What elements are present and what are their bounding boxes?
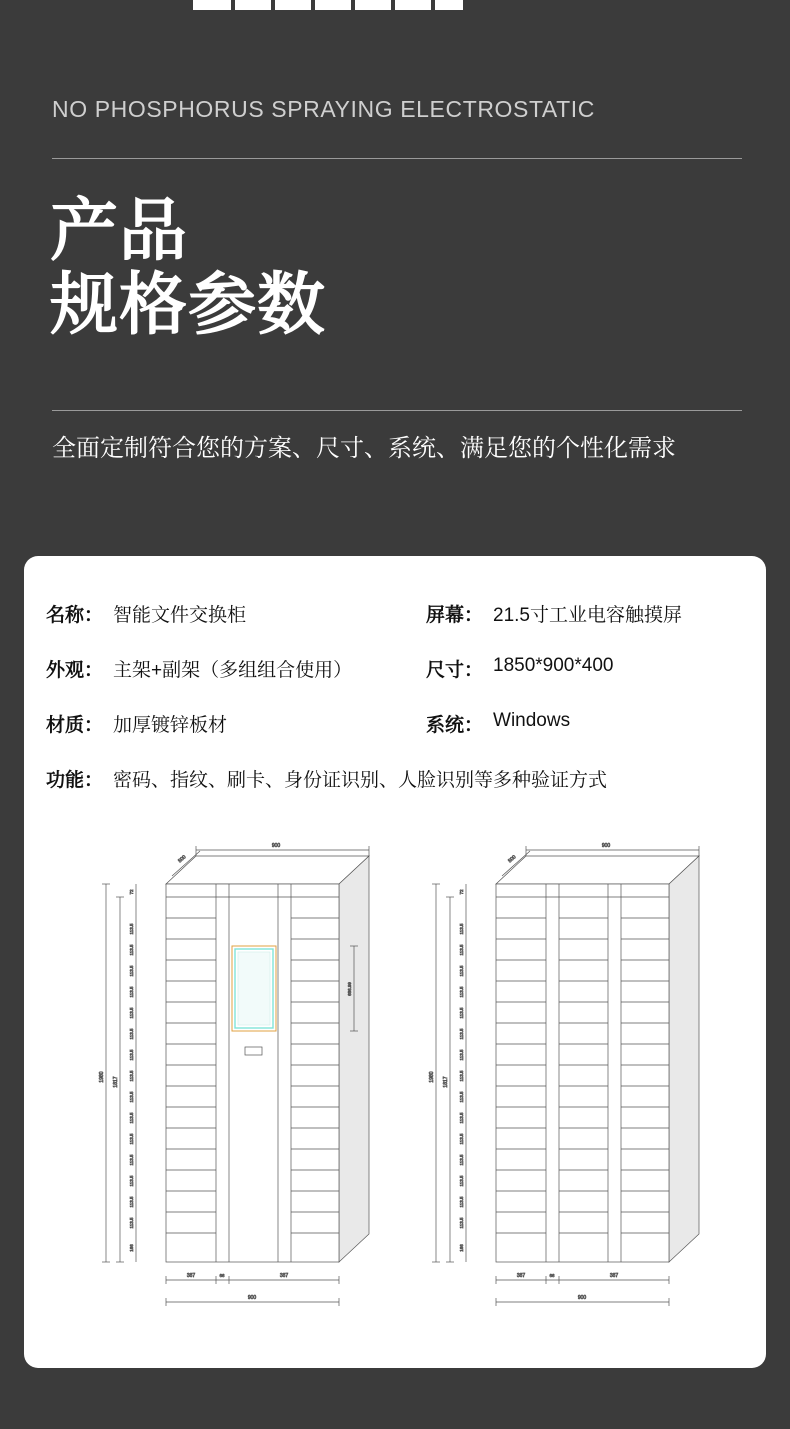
svg-text:113.5: 113.5 — [129, 944, 134, 956]
svg-text:113.5: 113.5 — [129, 1049, 134, 1061]
spec-label: 系统： — [426, 715, 484, 736]
svg-text:113.5: 113.5 — [129, 923, 134, 935]
svg-text:113.5: 113.5 — [129, 1091, 134, 1103]
svg-text:1980: 1980 — [99, 1071, 105, 1083]
main-cabinet-front-view — [166, 856, 369, 1262]
svg-text:387: 387 — [186, 1273, 196, 1279]
spec-value: Windows — [493, 710, 571, 731]
svg-text:113.5: 113.5 — [459, 1217, 464, 1229]
page-title-line2: 规格参数 — [50, 267, 327, 343]
spec-value: 1850*900*400 — [493, 655, 614, 676]
spec-cell-material — [46, 710, 426, 737]
spec-value: 21.5寸工业电容触摸屏 — [493, 605, 682, 626]
svg-text:113.5: 113.5 — [459, 1049, 464, 1061]
svg-text:387: 387 — [516, 1273, 526, 1279]
spec-cell-size — [426, 655, 746, 682]
svg-text:113.5: 113.5 — [459, 1028, 464, 1040]
svg-text:66: 66 — [219, 1273, 225, 1278]
spec-value: 智能文件交换柜 — [113, 605, 247, 626]
spec-cell-function — [46, 765, 746, 792]
svg-text:113.5: 113.5 — [129, 1217, 134, 1229]
svg-text:900: 900 — [271, 843, 281, 849]
spec-row — [46, 710, 746, 737]
svg-text:113.5: 113.5 — [459, 1133, 464, 1145]
svg-text:113.5: 113.5 — [129, 1196, 134, 1208]
spec-row — [46, 765, 746, 792]
svg-text:72: 72 — [459, 889, 464, 895]
spec-row — [46, 655, 746, 682]
svg-text:113.5: 113.5 — [129, 1007, 134, 1019]
svg-text:113.5: 113.5 — [459, 923, 464, 935]
spec-row — [46, 600, 746, 627]
page-title-line1: 产品 — [50, 193, 189, 269]
svg-text:113.5: 113.5 — [459, 944, 464, 956]
spec-cell-screen — [426, 600, 746, 627]
svg-text:113.5: 113.5 — [129, 1070, 134, 1082]
spec-cell-appearance — [46, 655, 426, 682]
svg-text:113.5: 113.5 — [129, 965, 134, 977]
subtitle-text: 全面定制符合您的方案、尺寸、系统、满足您的个性化需求 — [52, 435, 676, 462]
svg-text:113.5: 113.5 — [459, 986, 464, 998]
svg-text:72: 72 — [129, 889, 134, 895]
svg-text:686.99: 686.99 — [347, 982, 352, 996]
svg-text:113.5: 113.5 — [129, 1175, 134, 1187]
svg-text:387: 387 — [609, 1273, 619, 1279]
svg-text:66: 66 — [549, 1273, 555, 1278]
svg-text:1980: 1980 — [429, 1071, 435, 1083]
svg-text:900: 900 — [601, 843, 611, 849]
svg-text:113.5: 113.5 — [129, 1133, 134, 1145]
spec-value: 密码、指纹、刷卡、身份证识别、人脸识别等多种验证方式 — [113, 770, 608, 791]
page-title — [50, 194, 326, 342]
spec-cell-name — [46, 600, 426, 627]
spec-label: 名称： — [46, 605, 104, 626]
top-decorative-strip — [193, 0, 463, 10]
spec-card — [24, 556, 766, 1368]
svg-text:113.5: 113.5 — [129, 1112, 134, 1124]
svg-text:113.5: 113.5 — [459, 1196, 464, 1208]
spec-label: 屏幕： — [426, 605, 484, 626]
spec-label: 材质： — [46, 715, 104, 736]
svg-text:113.5: 113.5 — [459, 1091, 464, 1103]
svg-text:113.5: 113.5 — [129, 1028, 134, 1040]
svg-text:166: 166 — [459, 1244, 464, 1252]
technical-drawing — [44, 834, 746, 1344]
svg-text:387: 387 — [279, 1273, 289, 1279]
svg-text:500: 500 — [507, 854, 518, 865]
svg-text:500: 500 — [177, 854, 188, 865]
svg-text:900: 900 — [247, 1295, 257, 1301]
spec-label: 外观： — [46, 660, 104, 681]
svg-text:1817: 1817 — [443, 1076, 449, 1088]
svg-text:113.5: 113.5 — [459, 965, 464, 977]
spec-value: 加厚镀锌板材 — [113, 715, 228, 736]
svg-text:113.5: 113.5 — [459, 1070, 464, 1082]
spec-cell-system — [426, 710, 746, 737]
divider-bottom — [52, 410, 742, 411]
spec-table — [46, 600, 746, 820]
cabinet-drawings-svg — [44, 834, 746, 1344]
spec-value: 主架+副架（多组组合使用） — [113, 660, 353, 681]
svg-text:166: 166 — [129, 1244, 134, 1252]
svg-text:113.5: 113.5 — [459, 1007, 464, 1019]
divider-top — [52, 158, 742, 159]
svg-text:900: 900 — [577, 1295, 587, 1301]
secondary-cabinet-front-view — [496, 856, 699, 1262]
spec-label: 尺寸： — [426, 660, 484, 681]
svg-text:1817: 1817 — [113, 1076, 119, 1088]
spec-label: 功能： — [46, 770, 104, 791]
svg-text:113.5: 113.5 — [459, 1175, 464, 1187]
eyebrow-text: NO PHOSPHORUS SPRAYING ELECTROSTATIC — [52, 96, 596, 122]
svg-text:113.5: 113.5 — [129, 986, 134, 998]
svg-text:113.5: 113.5 — [129, 1154, 134, 1166]
svg-text:113.5: 113.5 — [459, 1112, 464, 1124]
svg-text:113.5: 113.5 — [459, 1154, 464, 1166]
